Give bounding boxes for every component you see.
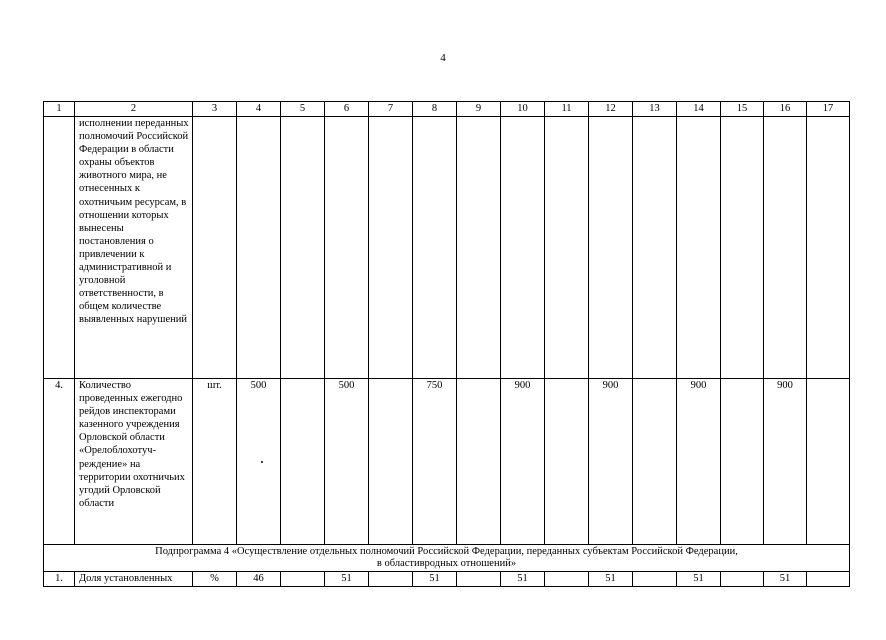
subprogram-title-line: Подпрограмма 4 «Осуществление отдельных полномочий Российской Федерации, переданных субъектам Российской Федерации, — [155, 546, 738, 557]
value-cell — [633, 379, 677, 545]
column-header: 14 — [677, 102, 721, 117]
unit-cell: % — [193, 572, 237, 587]
value-cell: 51 — [501, 572, 545, 587]
table-row — [44, 379, 850, 545]
column-header: 10 — [501, 102, 545, 117]
column-header: 5 — [281, 102, 325, 117]
value-cell — [369, 572, 413, 587]
indicator-description: Доля установленных — [75, 572, 193, 587]
value-cell — [807, 117, 850, 379]
value-cell — [633, 572, 677, 587]
unit-cell: шт. — [193, 379, 237, 545]
column-header: 3 — [193, 102, 237, 117]
value-cell: 51 — [764, 572, 807, 587]
value-cell — [545, 379, 589, 545]
value-cell — [807, 572, 850, 587]
value-cell — [721, 117, 764, 379]
page-number: 4 — [440, 52, 446, 64]
unit-cell — [193, 117, 237, 379]
value-cell: 500 — [325, 379, 369, 545]
column-header: 16 — [764, 102, 807, 117]
value-cell — [677, 117, 721, 379]
value-cell: 51 — [325, 572, 369, 587]
value-cell — [633, 117, 677, 379]
value-cell: 51 — [589, 572, 633, 587]
column-header: 6 — [325, 102, 369, 117]
row-number: 4. — [44, 379, 75, 545]
value-cell — [413, 117, 457, 379]
row-number: 1. — [44, 572, 75, 587]
column-header: 1 — [44, 102, 75, 117]
indicator-description: Количество проведенных ежегодно рейдов инспекторами казенного учреждения Орловской области «Орелоблохотуч-реждение» на территории охотничьих угодий Орловской области — [75, 379, 193, 545]
value-cell: 900 — [501, 379, 545, 545]
value-cell — [545, 572, 589, 587]
column-header: 17 — [807, 102, 850, 117]
value-cell — [721, 572, 764, 587]
table-row — [44, 117, 850, 379]
value-cell — [545, 117, 589, 379]
value-cell — [325, 117, 369, 379]
value-cell — [369, 379, 413, 545]
value-cell — [281, 572, 325, 587]
subprogram-title-line: в областивродных отношений» — [376, 558, 517, 569]
value-cell: 51 — [413, 572, 457, 587]
column-header: 7 — [369, 102, 413, 117]
column-header: 2 — [75, 102, 193, 117]
value-cell — [807, 379, 850, 545]
column-header: 8 — [413, 102, 457, 117]
header-row — [44, 102, 850, 117]
value-cell — [281, 117, 325, 379]
value-cell — [764, 117, 807, 379]
value-cell: 51 — [677, 572, 721, 587]
value-cell: 500 — [237, 379, 281, 545]
value-cell: 750 — [413, 379, 457, 545]
subprogram-title — [44, 545, 850, 572]
table-row — [44, 572, 850, 587]
indicator-table — [43, 101, 850, 587]
value-cell — [501, 117, 545, 379]
value-cell — [237, 117, 281, 379]
column-header: 15 — [721, 102, 764, 117]
scan-speck — [261, 461, 263, 463]
value-cell — [369, 117, 413, 379]
value-cell — [589, 117, 633, 379]
value-cell — [457, 379, 501, 545]
value-cell: 900 — [764, 379, 807, 545]
column-header: 4 — [237, 102, 281, 117]
value-cell — [457, 117, 501, 379]
value-cell — [281, 379, 325, 545]
value-cell: 46 — [237, 572, 281, 587]
column-header: 11 — [545, 102, 589, 117]
indicator-description: исполнении переданных полномочий Российской Федерации в области охраны объектов животного мира, не отнесенных к охотничьим ресурсам, в отношении которых вынесены постановления о привлечении к административной и уголовной ответственности, в общем количестве выявленных нарушений — [75, 117, 193, 379]
column-header: 9 — [457, 102, 501, 117]
subprogram-row — [44, 545, 850, 572]
row-number — [44, 117, 75, 379]
value-cell: 900 — [589, 379, 633, 545]
value-cell — [457, 572, 501, 587]
column-header: 13 — [633, 102, 677, 117]
value-cell: 900 — [677, 379, 721, 545]
column-header: 12 — [589, 102, 633, 117]
value-cell — [721, 379, 764, 545]
